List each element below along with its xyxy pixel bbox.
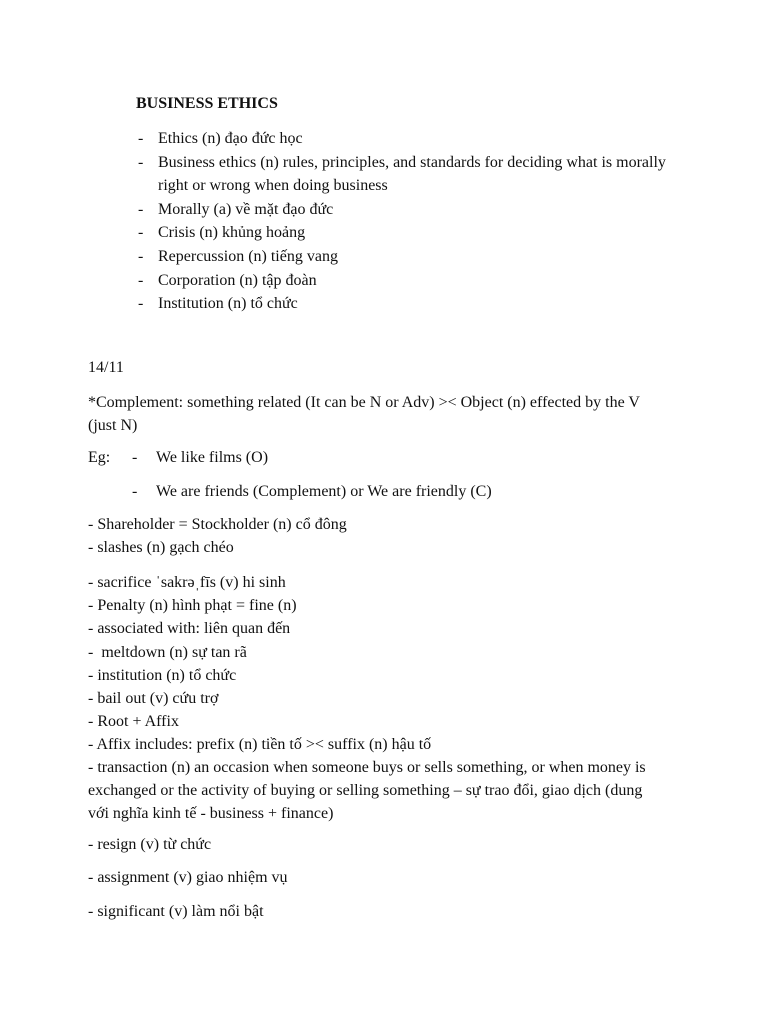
note-line: - bail out (v) cứu trợ xyxy=(88,690,219,708)
note-line: - significant (v) làm nổi bật xyxy=(88,903,264,920)
note-line: - assignment (v) giao nhiệm vụ xyxy=(88,869,288,886)
note-line: - institution (n) tổ chức xyxy=(88,666,237,684)
vocab-item xyxy=(136,245,696,269)
date-heading xyxy=(88,356,678,379)
note-line: - slashes (n) gạch chéo xyxy=(88,539,234,557)
vocab-item xyxy=(136,127,696,151)
resign-note xyxy=(88,833,678,856)
vocab-text: Morally (a) về mặt đạo đức xyxy=(158,200,334,218)
notes-group-a xyxy=(88,513,678,559)
example-text: We are friends (Complement) or We are friendly (C) xyxy=(156,483,492,500)
vocab-text: Corporation (n) tập đoàn xyxy=(158,271,317,289)
example-label: Eg: xyxy=(88,449,111,466)
significant-note xyxy=(88,900,678,923)
note-line: - Penalty (n) hình phạt = fine (n) xyxy=(88,597,297,615)
example-row xyxy=(88,446,678,469)
vocab-text: Crisis (n) khủng hoảng xyxy=(158,224,306,242)
note-line: - Shareholder = Stockholder (n) cổ đông xyxy=(88,516,347,533)
vocab-text: Repercussion (n) tiếng vang xyxy=(158,247,338,265)
vocab-list xyxy=(136,127,696,316)
vocab-item xyxy=(136,151,696,198)
section-heading: BUSINESS ETHICS xyxy=(136,95,278,112)
note-line: - sacrifice ˈsakrəˌfīs (v) hi sinh xyxy=(88,574,286,591)
vocab-item xyxy=(136,269,696,293)
notes-group-b xyxy=(88,571,678,757)
example-row xyxy=(88,480,678,503)
transaction-note: - transaction (n) an occasion when someone buys or sells something, or when money is exchanged or the activity of buying or selling something – sự trao đổi, giao dịch (dung với nghĩa kinh tế - business + finance) xyxy=(88,759,646,823)
note-line: - resign (v) từ chức xyxy=(88,836,212,853)
example-text: We like films (O) xyxy=(156,449,269,466)
bullet-dash: - xyxy=(138,247,144,265)
note-line: - meltdown (n) sự tan rã xyxy=(88,643,247,661)
bullet-dash: - xyxy=(138,224,144,242)
vocab-text: Business ethics (n) rules, principles, and standards for deciding what is morally right or wrong when doing business xyxy=(158,153,666,195)
date-text: 14/11 xyxy=(88,359,124,376)
bullet-dash: - xyxy=(138,130,144,147)
bullet-dash: - xyxy=(138,295,144,313)
bullet-dash: - xyxy=(138,200,144,218)
bullet-dash: - xyxy=(138,271,144,289)
examples-block xyxy=(88,446,678,503)
vocab-item xyxy=(136,221,696,245)
bullet-dash: - xyxy=(132,483,138,500)
note-line: - Root + Affix xyxy=(88,713,179,731)
vocab-item xyxy=(136,292,696,316)
vocab-item xyxy=(136,198,696,222)
note-line: - Affix includes: prefix (n) tiền tố >< suffix (n) hậu tố xyxy=(88,736,432,754)
bullet-dash: - xyxy=(138,153,144,171)
vocab-text: Institution (n) tổ chức xyxy=(158,295,298,313)
vocab-text: Ethics (n) đạo đức học xyxy=(158,130,303,147)
bullet-dash: - xyxy=(132,449,138,466)
assignment-note xyxy=(88,866,678,889)
complement-note: *Complement: something related (It can be N or Adv) >< Object (n) effected by the V (just N) xyxy=(88,394,640,435)
note-line: - associated with: liên quan đến xyxy=(88,620,291,638)
